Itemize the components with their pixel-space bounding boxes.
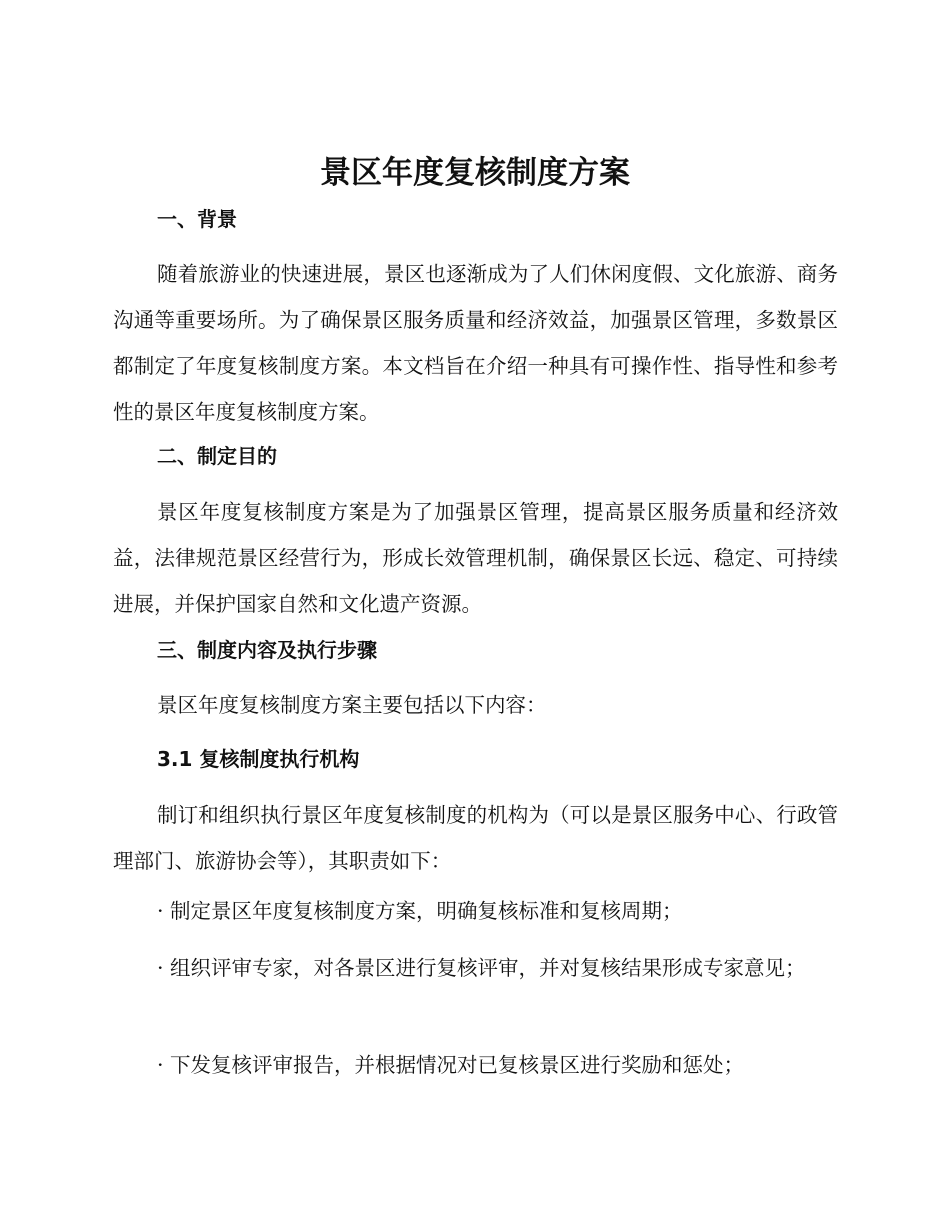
subsection-heading-executing-body: 3.1 复核制度执行机构 xyxy=(157,747,360,771)
list-item: · 下发复核评审报告，并根据情况对已复核景区进行奖励和惩处； xyxy=(157,1053,745,1077)
list-item: · 制定景区年度复核制度方案，明确复核标准和复核周期； xyxy=(157,899,683,923)
paragraph-background: 随着旅游业的快速进展，景区也逐渐成为了人们休闲度假、文化旅游、商务沟通等重要场所。为了确保景区服务质量和经济效益，加强景区管理，多数景区都制定了年度复核制度方案。本文档旨在介绍一种具有可操作性、指导性和参考性的景区年度复核制度方案。 xyxy=(113,262,838,424)
paragraph-purpose: 景区年度复核制度方案是为了加强景区管理，提高景区服务质量和经济效益，法律规范景区经营行为，形成长效管理机制，确保景区长远、稳定、可持续进展，并保护国家自然和文化遗产资源。 xyxy=(113,500,838,616)
section-heading-background: 一、背景 xyxy=(157,207,237,231)
paragraph-executing-body: 制订和组织执行景区年度复核制度的机构为（可以是景区服务中心、行政管理部门、旅游协会等），其职责如下： xyxy=(113,803,838,873)
section-heading-content: 三、制度内容及执行步骤 xyxy=(157,638,377,662)
page-title: 景区年度复核制度方案 xyxy=(320,155,630,191)
paragraph-content-intro: 景区年度复核制度方案主要包括以下内容： xyxy=(157,693,547,717)
section-heading-purpose: 二、制定目的 xyxy=(157,444,277,468)
list-item: · 组织评审专家，对各景区进行复核评审，并对复核结果形成专家意见； xyxy=(157,956,806,980)
